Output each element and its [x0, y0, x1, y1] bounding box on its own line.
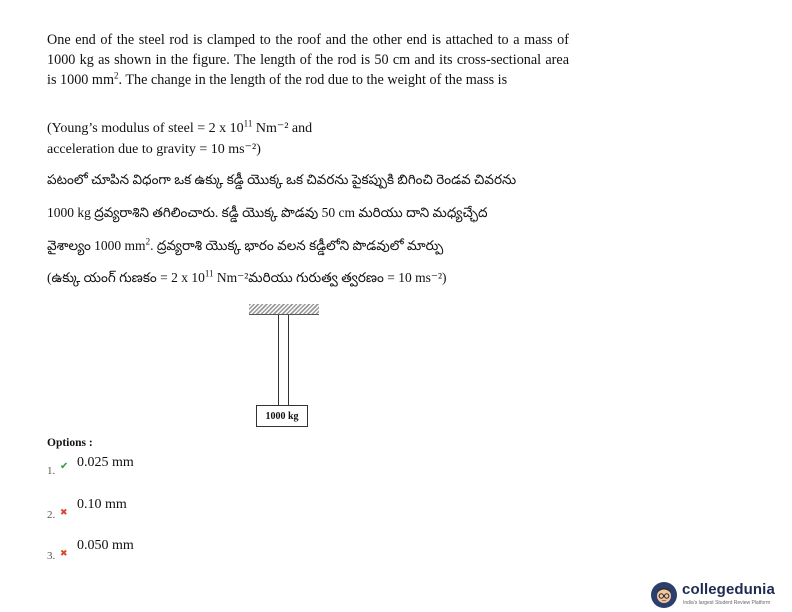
question-text [47, 30, 569, 90]
ceiling-hatch [249, 304, 319, 314]
given-line1-prefix: (Young’s modulus of steel = 2 x 10 [47, 121, 244, 136]
question-text-main: One end of the steel rod is clamped to the roof and the other end is attached to a mass of 1000 kg as shown in the figure. The length of the rod is 50 cm and its cross-sectional area is 1000 mm [47, 32, 569, 88]
option-text: 0.10 mm [77, 497, 127, 512]
question-text-tail: . The change in the length of the rod due to the weight of the mass is [118, 72, 508, 88]
options-title: Options : [47, 437, 93, 449]
given-line1-suffix: Nm⁻² and [252, 121, 313, 136]
collegedunia-logo [651, 580, 786, 608]
option-text: 0.050 mm [77, 538, 134, 553]
mascot-face-icon [654, 585, 674, 605]
telugu-line3-suffix: . ద్రవ్యరాశి యొక్క భారం వలన కడ్డీలోని పొడవులో మార్పు [150, 238, 444, 253]
telugu-line-3 [47, 236, 443, 256]
telugu-line4-suffix: Nm⁻²మరియు గురుత్వ త్వరణం = 10 ms⁻²) [213, 270, 447, 285]
option-number: 1. [47, 465, 56, 477]
brand-tagline: India's largest Student Review Platform [683, 600, 771, 606]
option-number: 3. [47, 550, 56, 562]
mass-block: 1000 kg [256, 405, 308, 427]
cross-icon: ✖ [60, 507, 68, 517]
telugu-line-4 [47, 268, 447, 288]
option-number: 2. [47, 509, 56, 521]
brand-name: collegedunia [682, 581, 775, 598]
rod-right-edge [288, 315, 289, 405]
option-text: 0.025 mm [77, 455, 134, 470]
telugu-line-1: పటంలో చూపిన విధంగా ఒక ఉక్కు కడ్డీ యొక్క ఒక చివరను పైకప్పుకి బిగించి రెండవ చివరను [47, 172, 517, 187]
telugu-line3-sup: 2 [145, 236, 151, 247]
telugu-line4-prefix: (ఉక్కు యంగ్ గుణకం = 2 x 10 [47, 270, 205, 285]
rod-left-edge [278, 315, 279, 405]
given-values-line-1 [47, 119, 312, 139]
question-sup: 2 [114, 70, 119, 81]
given-line1-sup: 11 [243, 118, 253, 129]
ceiling-line [249, 314, 319, 315]
given-values-line-2: acceleration due to gravity = 10 ms⁻²) [47, 142, 261, 157]
telugu-line4-sup: 11 [204, 268, 214, 279]
check-icon: ✔ [60, 461, 69, 472]
telugu-line3-prefix: వైశాల్యం 1000 mm [47, 238, 146, 253]
mascot-icon [651, 582, 677, 608]
cross-icon: ✖ [60, 548, 68, 558]
telugu-line-2: 1000 kg ద్రవ్యరాశిని తగిలించారు. కడ్డీ యొక్క పొడవు 50 cm మరియు దాని మధ్యచ్ఛేద [47, 205, 488, 220]
